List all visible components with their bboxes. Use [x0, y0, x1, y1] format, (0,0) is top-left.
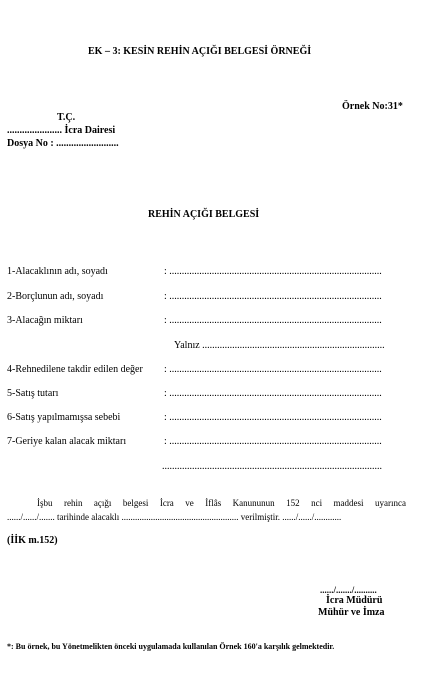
signature-title: İcra Müdürü: [326, 595, 383, 606]
field-value: : .....................................................................................: [164, 364, 382, 375]
document-title: REHİN AÇIĞI BELGESİ: [148, 209, 260, 220]
sample-number: Örnek No:31*: [342, 101, 403, 112]
field-value: : .....................................................................................: [164, 266, 382, 277]
file-number: Dosya No : .........................: [7, 138, 119, 149]
footnote: *: Bu örnek, bu Yönetmelikten önceki uygulamada kullanılan Örnek 160'a karşılık gelmektedir.: [7, 642, 335, 651]
field-value: : .....................................................................................: [164, 412, 382, 423]
annex-title: EK – 3: KESİN REHİN AÇIĞI BELGESİ ÖRNEĞİ: [88, 46, 312, 57]
field-value: ........................................................................................: [162, 461, 382, 472]
seal-and-signature: Mühür ve İmza: [318, 607, 385, 618]
field-label: 3-Alacağın miktarı: [7, 315, 83, 326]
field-label: 1-Alacaklının adı, soyadı: [7, 266, 108, 277]
field-label: 5-Satış tutarı: [7, 388, 59, 399]
field-value: : .....................................................................................: [164, 315, 382, 326]
field-value: : .....................................................................................: [164, 436, 382, 447]
field-label: 7-Geriye kalan alacak miktarı: [7, 436, 127, 447]
field-label: 2-Borçlunun adı, soyadı: [7, 291, 104, 302]
country-abbreviation: T.Ç.: [57, 112, 76, 123]
statement-line: ....../....../....... tarihinde alacaklı .................................................... verilmiştir. ....../....../............: [7, 512, 342, 522]
field-value: Yalnız .........................................................................: [174, 340, 385, 351]
enforcement-office: ...................... İcra Dairesi: [7, 125, 116, 136]
field-value: : .....................................................................................: [164, 388, 382, 399]
legal-reference: (İİK m.152): [7, 535, 58, 546]
statement-line: İşbu rehin açığı belgesi İcra ve İflâs Kanununun 152 nci maddesi uyarınca: [37, 498, 406, 508]
field-label: 4-Rehnedilene takdir edilen değer: [7, 364, 143, 375]
field-value: : .....................................................................................: [164, 291, 382, 302]
field-label: 6-Satış yapılmamışsa sebebi: [7, 412, 121, 423]
signature-date: ....../......./..........: [320, 585, 377, 595]
